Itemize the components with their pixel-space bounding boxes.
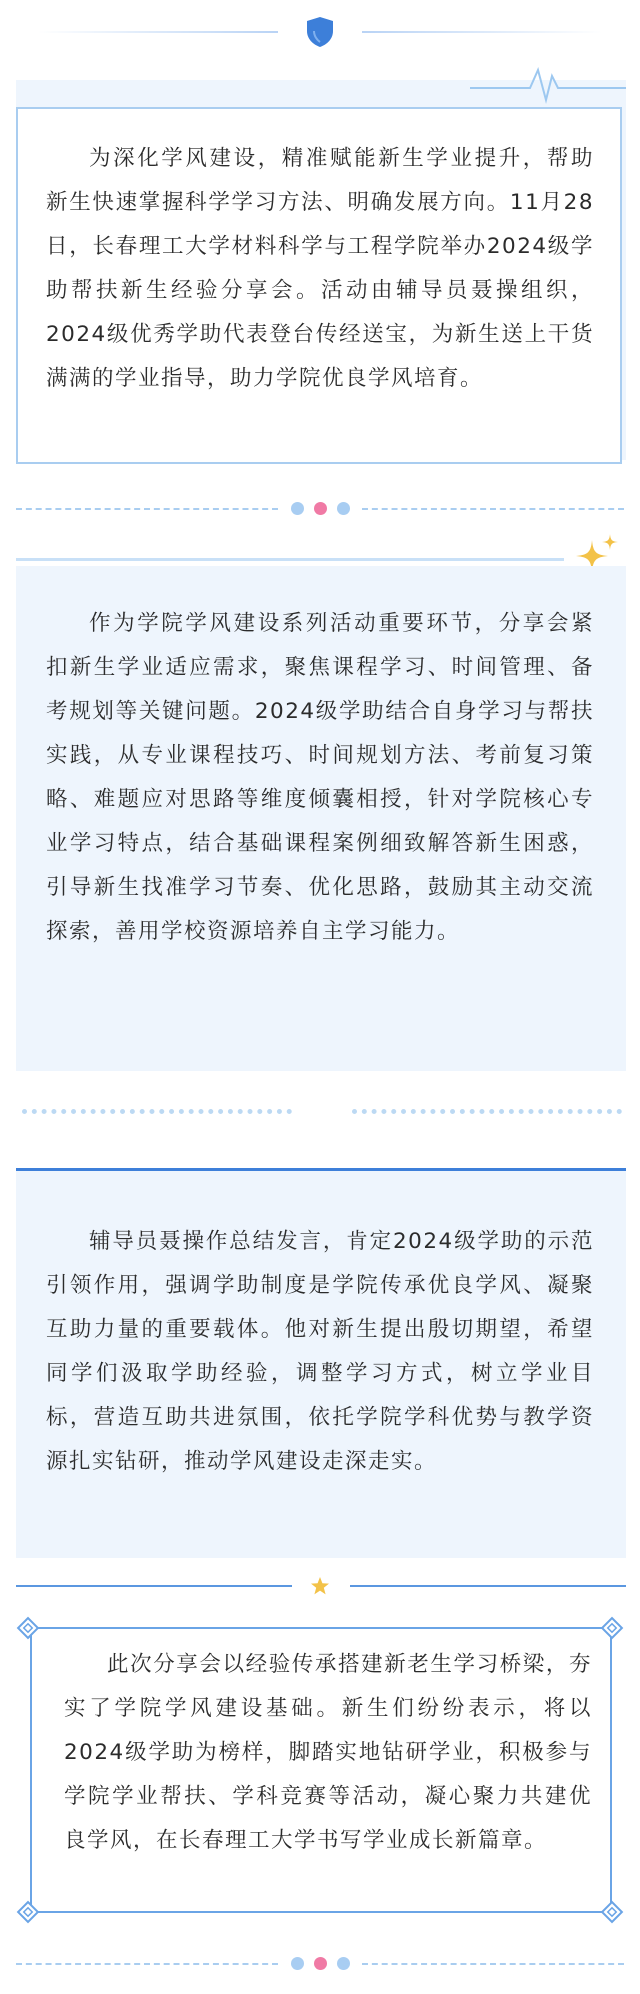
dot-pink [314, 502, 327, 515]
heartbeat-line-icon [470, 60, 626, 104]
dot-blue [337, 502, 350, 515]
diamond-corner-icon [600, 1616, 624, 1640]
header-line-left [38, 31, 278, 33]
dot-blue [337, 1957, 350, 1970]
dashed-line-right [362, 508, 624, 510]
section-3-paragraph: 辅导员聂操作总结发言，肯定2024级学助的示范引领作用，强调学助制度是学院传承优良学风、凝聚互助力量的重要载体。他对新生提出殷切期望，希望同学们汲取学助经验，调整学习方式，树立学业目标，营造互助共进氛围，依托学院学科优势与教学资源扎实钻研，推动学风建设走深走实。 [46, 1229, 594, 1474]
shield-icon [306, 16, 334, 48]
diamond-corner-icon [600, 1900, 624, 1924]
star-icon [310, 1576, 330, 1596]
dotted-line-right [352, 1109, 622, 1114]
dot-blue [291, 502, 304, 515]
section-1-paragraph: 为深化学风建设，精准赋能新生学业提升，帮助新生快速掌握科学学习方法、明确发展方向。11月28日，长春理工大学材料科学与工程学院举办2024级学助帮扶新生经验分享会。活动由辅导员聂操组织，2024级优秀学助代表登台传经送宝，为新生送上干货满满的学业指导，助力学院优良学风培育。 [46, 146, 594, 391]
star-divider-line-left [16, 1585, 292, 1587]
diamond-corner-icon [16, 1900, 40, 1924]
dotted-line-left [22, 1109, 292, 1114]
dashed-line-left-bottom [16, 1963, 278, 1965]
dashed-line-left [16, 508, 278, 510]
dots-divider-2 [291, 1957, 351, 1971]
dots-divider-1 [291, 502, 351, 516]
section-2-top-line [16, 558, 564, 561]
section-4-paragraph: 此次分享会以经验传承搭建新老生学习桥梁，夯实了学院学风建设基础。新生们纷纷表示，将以2024级学助为榜样，脚踏实地钻研学业，积极参与学院学业帮扶、学科竞赛等活动，凝心聚力共建优良学风，在长春理工大学书写学业成长新篇章。 [64, 1652, 592, 1853]
dot-blue [291, 1957, 304, 1970]
dot-pink [314, 1957, 327, 1970]
header-line-right [362, 31, 602, 33]
section-2-paragraph: 作为学院学风建设系列活动重要环节，分享会紧扣新生学业适应需求，聚焦课程学习、时间管理、备考规划等关键问题。2024级学助结合自身学习与帮扶实践，从专业课程技巧、时间规划方法、考前复习策略、难题应对思路等维度倾囊相授，针对学院核心专业学习特点，结合基础课程案例细致解答新生困惑，引导新生找准学习节奏、优化思路，鼓励其主动交流探索，善用学校资源培养自主学习能力。 [46, 611, 594, 944]
dashed-line-right-bottom [362, 1963, 624, 1965]
star-divider-line-right [350, 1585, 626, 1587]
diamond-corner-icon [16, 1616, 40, 1640]
